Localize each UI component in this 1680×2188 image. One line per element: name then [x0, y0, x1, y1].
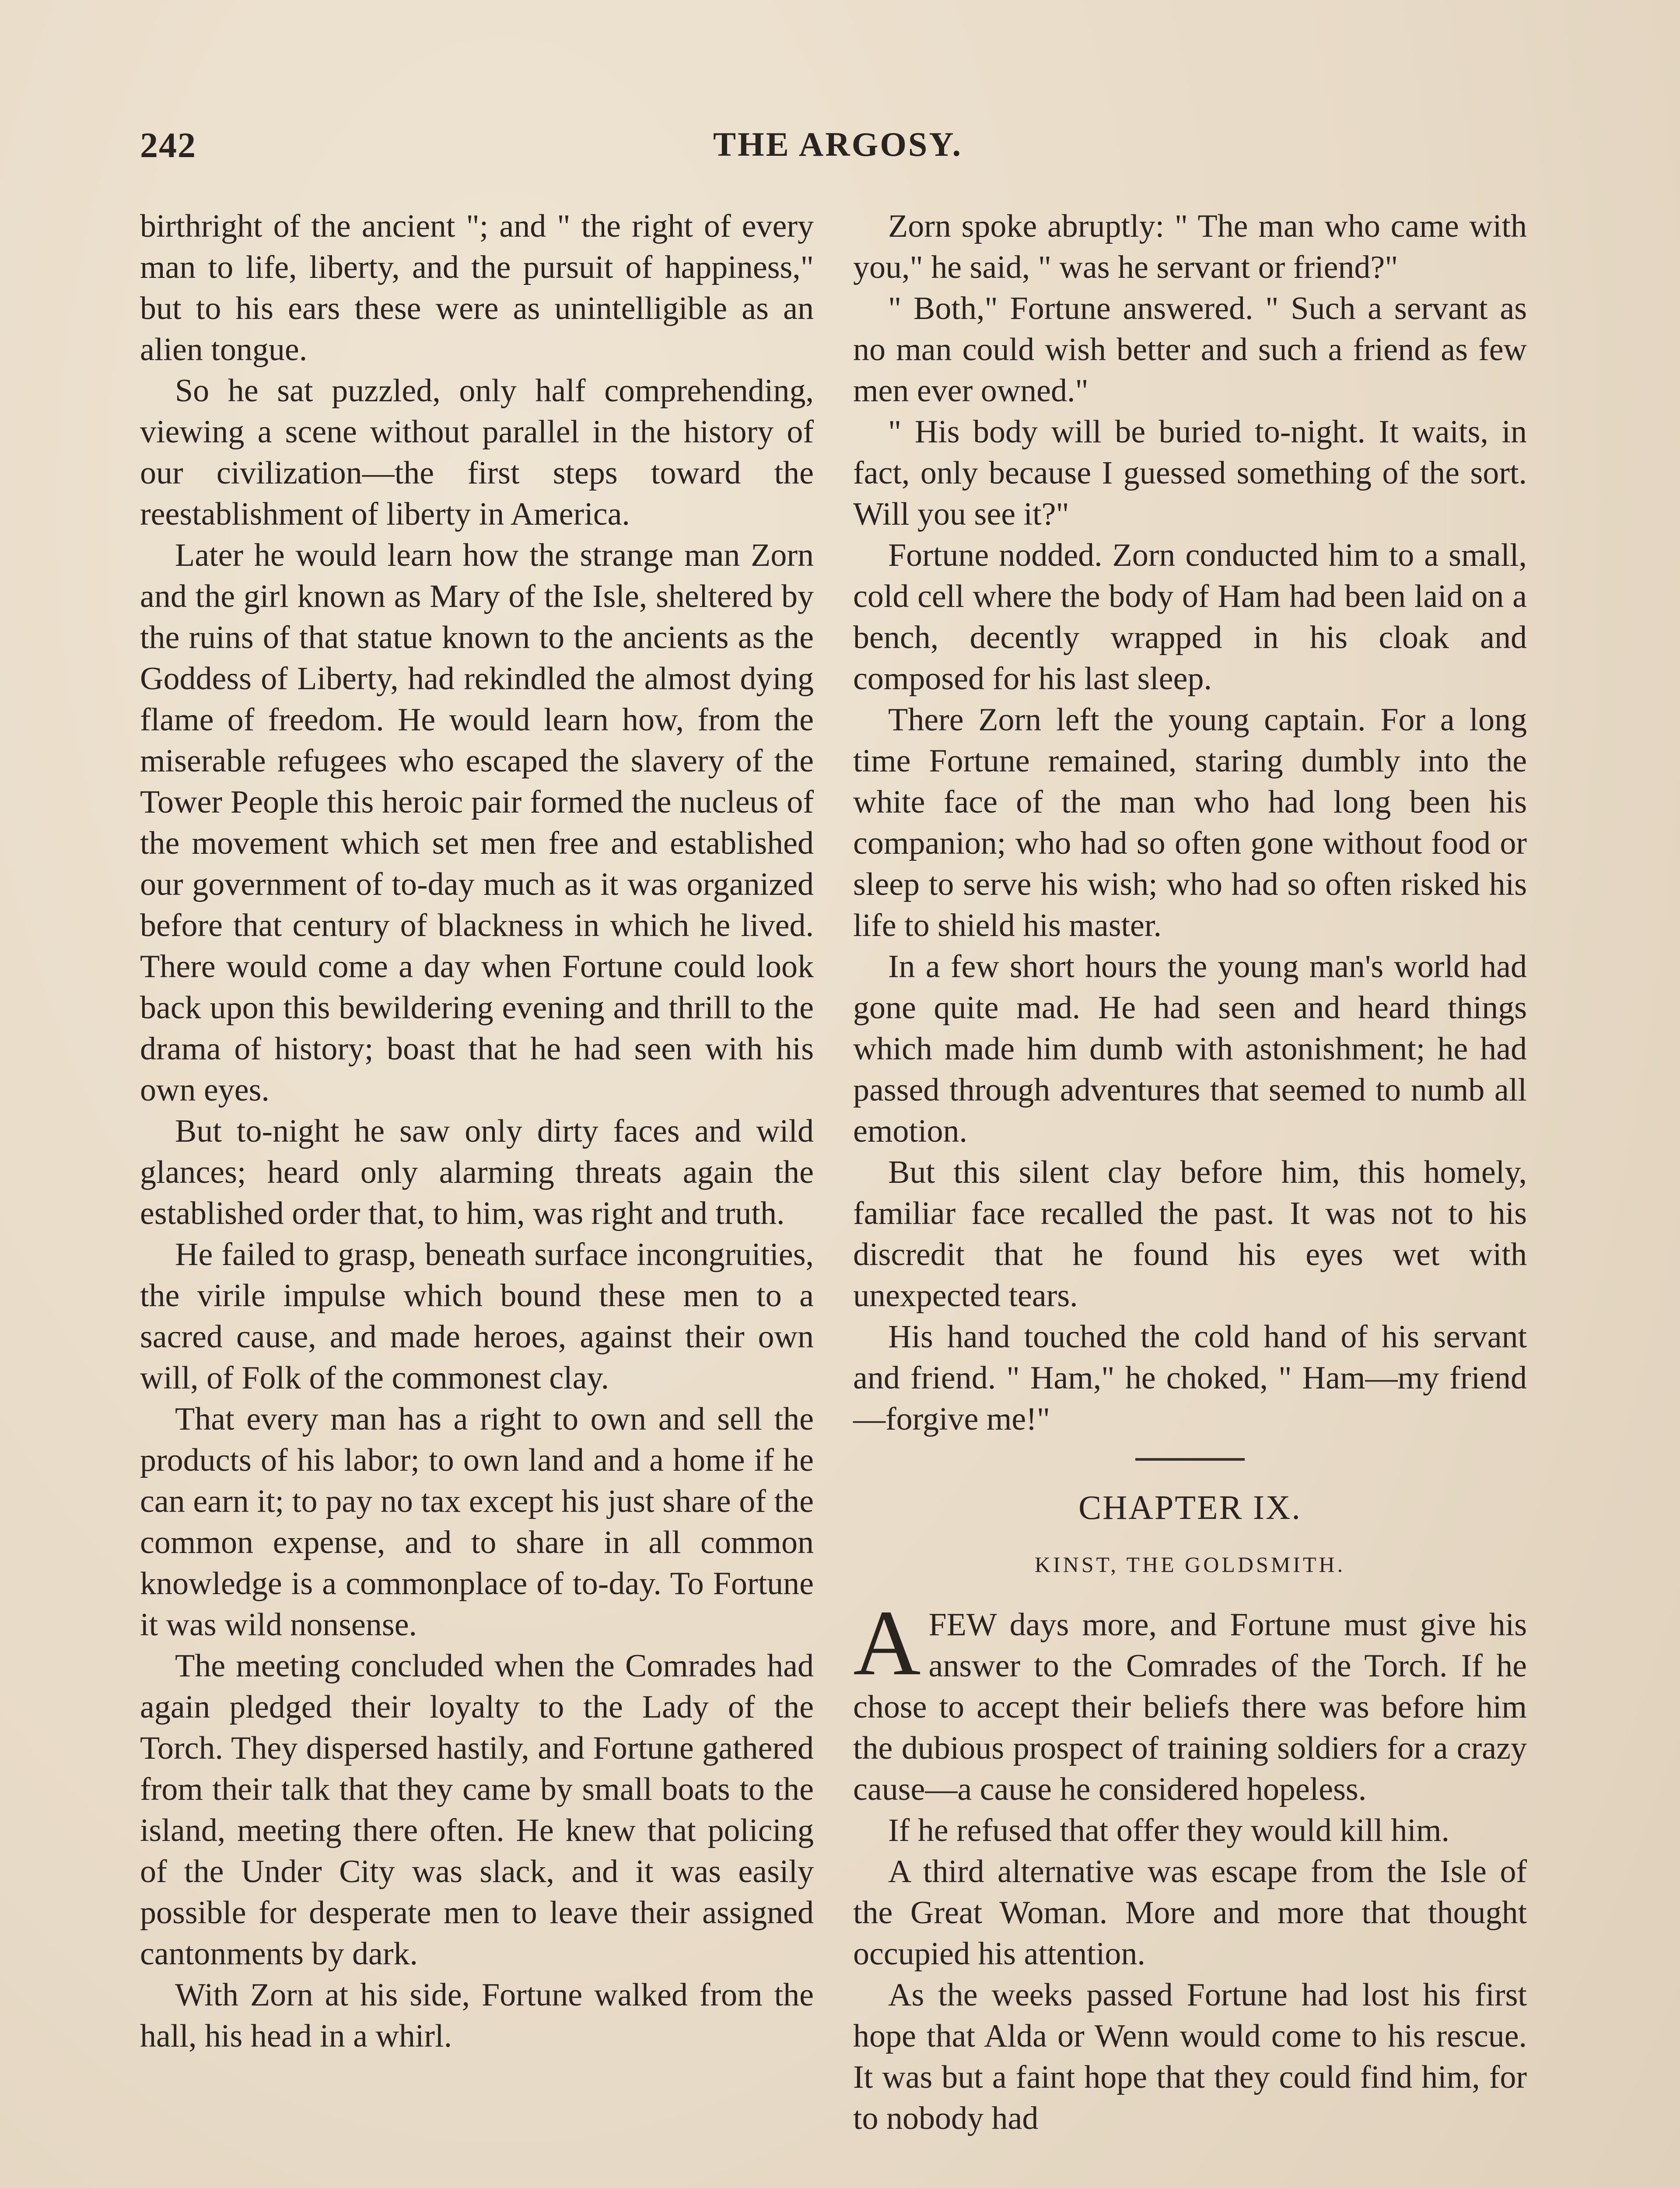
paragraph: Zorn spoke abruptly: " The man who came with you," he said, " was he servant or friend?" [853, 208, 1527, 285]
page-number: 242 [140, 125, 196, 165]
paragraph: With Zorn at his side, Fortune walked from the hall, his head in a whirl. [140, 1977, 814, 2054]
paragraph: birthright of the ancient "; and " the right of every man to life, liberty, and the pursuit of happiness," but to his ears these were as unintelligible as an alien tongue. [140, 208, 814, 368]
paragraph: If he refused that offer they would kill him. [888, 1813, 1450, 1848]
running-title: THE ARGOSY. [713, 125, 962, 163]
paragraph: A third alternative was escape from the Isle of the Great Woman. More and more that thought occupied his attention. [853, 1854, 1527, 1972]
paragraph: In a few short hours the young man's world had gone quite mad. He had seen and heard things which made him dumb with astonishment; he had passed through adventures that seemed to numb all emotion. [853, 949, 1527, 1149]
paragraph: But to-night he saw only dirty faces and wild glances; heard only alarming threats again the established order that, to him, was right and truth. [140, 1113, 814, 1231]
paragraph: There Zorn left the young captain. For a long time Fortune remained, staring dumbly into the white face of the man who had long been his companion; who had so often gone without food or sleep to serve his wish; who had so often risked his life to shield his master. [853, 702, 1527, 943]
opening-text: FEW days more, and Fortune must give his answer to the Comrades of the Torch. If he chose to accept their beliefs there was before him the dubious prospect of training soldiers for a crazy cause—a cause he considered hopeless. [853, 1607, 1527, 1807]
paragraph: " His body will be buried to-night. It waits, in fact, only because I guessed something of the sort. Will you see it?" [853, 414, 1527, 532]
paragraph: As the weeks passed Fortune had lost his first hope that Alda or Wenn would come to his rescue. It was but a faint hope that they could find him, for to nobody had [853, 1977, 1527, 2136]
paragraph: That every man has a right to own and sell the products of his labor; to own land and a home if he can earn it; to pay no tax except his just share of the common expense, and to share in all common knowledge is a commonplace of to-day. To Fortune it was wild nonsense. [140, 1401, 814, 1643]
right-column [853, 206, 1527, 2139]
page-header [140, 125, 1536, 190]
paragraph: The meeting concluded when the Comrades had again pledged their loyalty to the Lady of the Torch. They dispersed hastily, and Fortune gathered from their talk that they came by small boats to the island, meeting there often. He knew that policing of the Under City was slack, and it was easily possible for desperate men to leave their assigned cantonments by dark. [140, 1648, 814, 1972]
chapter-title: CHAPTER IX. [1078, 1488, 1302, 1526]
paragraph: His hand touched the cold hand of his servant and friend. " Ham," he choked, " Ham—my friend—forgive me!" [853, 1319, 1527, 1437]
paragraph: So he sat puzzled, only half comprehending, viewing a scene without parallel in the history of our civilization—the first steps toward the reestablishment of liberty in America. [140, 373, 814, 532]
paragraph: But this silent clay before him, this homely, familiar face recalled the past. It was not to his discredit that he found his eyes wet with unexpected tears. [853, 1154, 1527, 1314]
chapter-opening-paragraph [853, 1591, 1527, 1810]
drop-cap: A [853, 1591, 921, 1695]
chapter-subtitle: KINST, THE GOLDSMITH. [1034, 1552, 1346, 1577]
paragraph: " Both," Fortune answered. " Such a servant as no man could wish better and such a friend as few men ever owned." [853, 291, 1527, 409]
paragraph: He failed to grasp, beneath surface incongruities, the virile impulse which bound these men to a sacred cause, and made heroes, against their own will, of Folk of the commonest clay. [140, 1237, 814, 1396]
paragraph: Fortune nodded. Zorn conducted him to a small, cold cell where the body of Ham had been laid on a bench, decently wrapped in his cloak and composed for his last sleep. [853, 537, 1527, 697]
paragraph: Later he would learn how the strange man Zorn and the girl known as Mary of the Isle, sheltered by the ruins of that statue known to the ancients as the Goddess of Liberty, had rekindled the almost dying flame of freedom. He would learn how, from the miserable refugees who escaped the slavery of the Tower People this heroic pair formed the nucleus of the movement which set men free and established our government of to-day much as it was organized before that century of blackness in which he lived. There would come a day when Fortune could look back upon this bewildering evening and thrill to the drama of history; boast that he had seen with his own eyes. [140, 537, 814, 1108]
section-divider [1135, 1458, 1245, 1461]
left-column [140, 206, 814, 2057]
